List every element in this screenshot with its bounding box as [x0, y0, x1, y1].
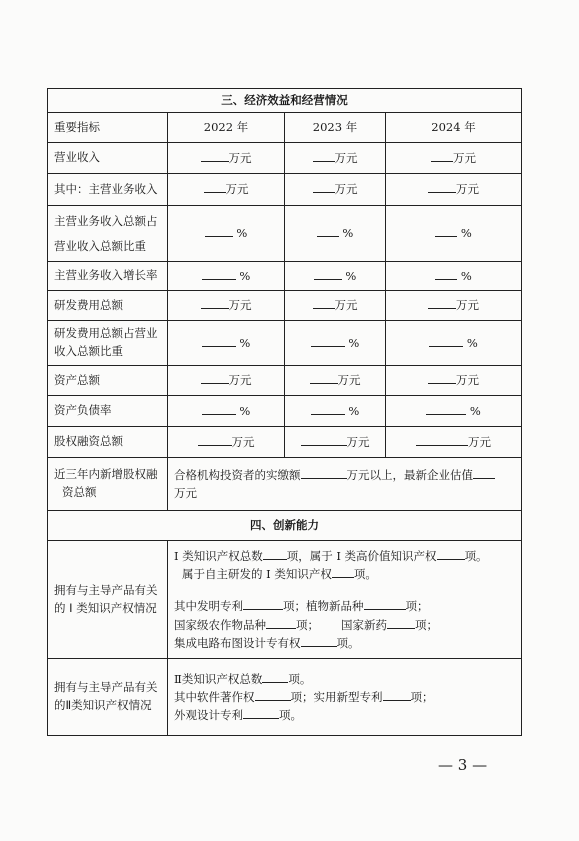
table-row: [48, 458, 522, 511]
value-cell: 万元: [168, 366, 285, 396]
value-cell: %: [285, 321, 386, 366]
row-label: 近三年内新增股权融 资总额: [48, 458, 168, 511]
table-row: [48, 291, 522, 321]
table-row: [48, 321, 522, 366]
table-row: [48, 262, 522, 291]
value-cell: %: [285, 206, 386, 262]
value-cell: %: [386, 396, 522, 427]
fill-blank[interactable]: [310, 371, 338, 384]
fill-blank[interactable]: [364, 597, 406, 610]
indicator-header: 重要指标: [48, 113, 168, 143]
value-cell: 万元: [168, 143, 285, 174]
fill-blank[interactable]: [317, 224, 339, 237]
value-cell: %: [168, 262, 285, 291]
fill-blank[interactable]: [473, 466, 495, 479]
year-2024-header: 2024 年: [386, 113, 522, 143]
value-cell: %: [168, 321, 285, 366]
fill-blank[interactable]: [311, 402, 345, 415]
fill-blank[interactable]: [262, 670, 288, 683]
section-4-title: 四、创新能力: [48, 511, 522, 541]
equity-financing-text: 合格机构投资者的实缴额 万元以上，最新企业估值 万元: [168, 458, 522, 511]
fill-blank[interactable]: [314, 267, 342, 280]
fill-blank[interactable]: [301, 466, 347, 479]
year-header-row: [48, 113, 522, 143]
row-label: 营业收入: [48, 143, 168, 174]
row-label: 其中：主营业务收入: [48, 174, 168, 206]
fill-blank[interactable]: [201, 296, 229, 309]
row-label: 股权融资总额: [48, 427, 168, 458]
fill-blank[interactable]: [201, 371, 229, 384]
value-cell: 万元: [386, 366, 522, 396]
value-cell: 万元: [285, 366, 386, 396]
value-cell: 万元: [285, 427, 386, 458]
fill-blank[interactable]: [383, 688, 411, 701]
fill-blank[interactable]: [202, 402, 236, 415]
value-cell: 万元: [386, 291, 522, 321]
fill-blank[interactable]: [435, 267, 457, 280]
value-cell: %: [386, 321, 522, 366]
fill-blank[interactable]: [435, 224, 457, 237]
fill-blank[interactable]: [313, 296, 335, 309]
row-label: 研发费用总额: [48, 291, 168, 321]
value-cell: 万元: [168, 174, 285, 206]
value-cell: 万元: [285, 291, 386, 321]
row-label: 拥有与主导产品有关 的 I 类知识产权情况: [48, 541, 168, 659]
table-row: [48, 541, 522, 659]
table-row: [48, 366, 522, 396]
value-cell: %: [285, 396, 386, 427]
fill-blank[interactable]: [428, 180, 456, 193]
row-label: 研发费用总额占营业 收入总额比重: [48, 321, 168, 366]
fill-blank[interactable]: [416, 433, 468, 446]
fill-blank[interactable]: [429, 334, 463, 347]
fill-blank[interactable]: [431, 149, 453, 162]
value-cell: %: [168, 396, 285, 427]
fill-blank[interactable]: [201, 149, 229, 162]
table-row: [48, 174, 522, 206]
fill-blank[interactable]: [202, 334, 236, 347]
fill-blank[interactable]: [437, 547, 465, 560]
row-label: 主营业务收入增长率: [48, 262, 168, 291]
value-cell: 万元: [386, 427, 522, 458]
value-cell: 万元: [285, 143, 386, 174]
table-row: [48, 427, 522, 458]
ip-class-1-text: I 类知识产权总数 项，属于 I 类高价值知识产权 项。 属于自主研发的 I 类知识产权 项。 其中发明专利 项；植物新品种 项； 国家级农作物品种 项； 国家新药 项； 集成电路布图设计专有权 项。: [168, 541, 522, 659]
row-label: 主营业务收入总额占 营业收入总额比重: [48, 206, 168, 262]
fill-blank[interactable]: [301, 634, 337, 647]
fill-blank[interactable]: [301, 433, 347, 446]
fill-blank[interactable]: [428, 296, 456, 309]
row-label: 拥有与主导产品有关 的Ⅱ类知识产权情况: [48, 659, 168, 736]
value-cell: 万元: [386, 143, 522, 174]
value-cell: %: [386, 262, 522, 291]
row-label: 资产负债率: [48, 396, 168, 427]
table-row: [48, 659, 522, 736]
table-row: [48, 206, 522, 262]
fill-blank[interactable]: [428, 371, 456, 384]
section-3-header-row: [48, 89, 522, 113]
fill-blank[interactable]: [204, 180, 226, 193]
fill-blank[interactable]: [202, 267, 236, 280]
fill-blank[interactable]: [313, 180, 335, 193]
table-row: [48, 143, 522, 174]
fill-blank[interactable]: [426, 402, 466, 415]
fill-blank[interactable]: [205, 224, 233, 237]
ip-class-2-text: Ⅱ类知识产权总数 项。 其中软件著作权 项；实用新型专利 项； 外观设计专利 项。: [168, 659, 522, 736]
fill-blank[interactable]: [255, 688, 291, 701]
section-4-header-row: [48, 511, 522, 541]
value-cell: 万元: [285, 174, 386, 206]
value-cell: %: [386, 206, 522, 262]
value-cell: 万元: [386, 174, 522, 206]
row-label: 资产总额: [48, 366, 168, 396]
value-cell: %: [168, 206, 285, 262]
fill-blank[interactable]: [198, 433, 232, 446]
value-cell: %: [285, 262, 386, 291]
page-number: — 3 —: [438, 756, 488, 774]
value-cell: 万元: [168, 427, 285, 458]
fill-blank[interactable]: [263, 547, 287, 560]
value-cell: 万元: [168, 291, 285, 321]
year-2022-header: 2022 年: [168, 113, 285, 143]
fill-blank[interactable]: [332, 565, 354, 578]
year-2023-header: 2023 年: [285, 113, 386, 143]
fill-blank[interactable]: [313, 149, 335, 162]
fill-blank[interactable]: [266, 616, 296, 629]
fill-blank[interactable]: [311, 334, 345, 347]
fill-blank[interactable]: [243, 706, 279, 719]
table-row: [48, 396, 522, 427]
fill-blank[interactable]: [387, 616, 415, 629]
section-3-title: 三、经济效益和经营情况: [48, 89, 522, 113]
fill-blank[interactable]: [243, 597, 283, 610]
enterprise-form-table: [47, 88, 522, 736]
